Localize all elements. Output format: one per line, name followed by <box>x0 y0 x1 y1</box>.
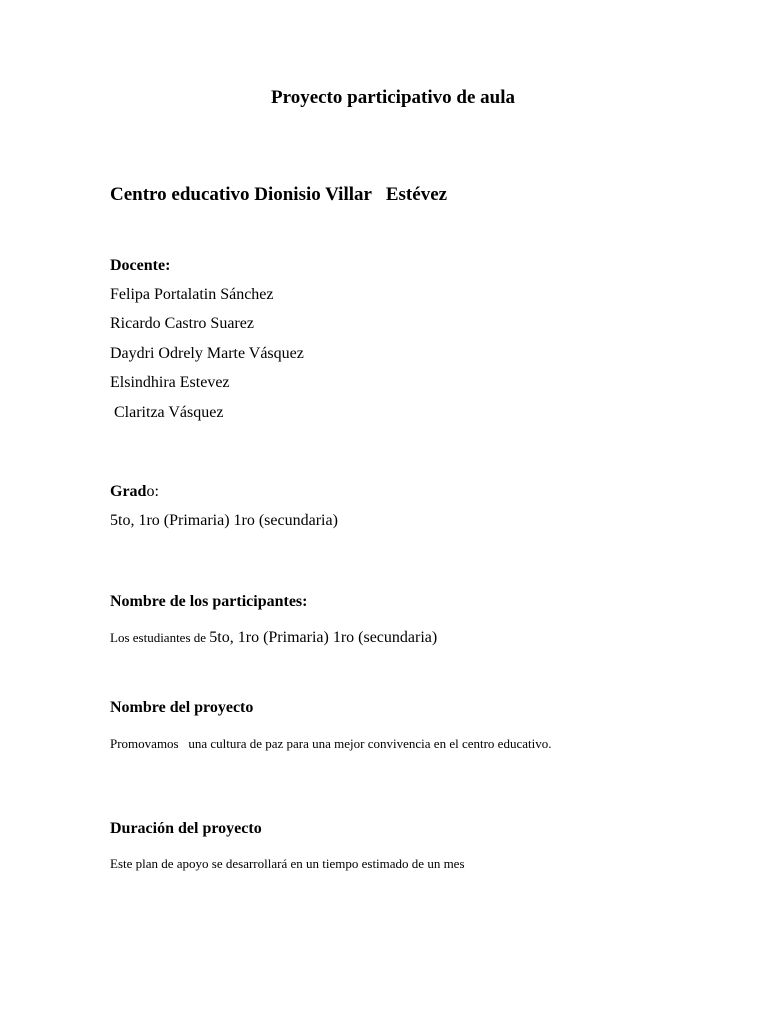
project-name-value: Promovamos una cultura de paz para una mejor convivencia en el centro educativo. <box>110 736 552 751</box>
grade-heading-rest: o: <box>146 483 159 500</box>
teacher-name: Claritza Vásquez <box>110 404 224 421</box>
grade-heading-bold: Grad <box>110 483 147 500</box>
project-name-heading: Nombre del proyecto <box>110 699 254 716</box>
participants-heading: Nombre de los participantes: <box>110 593 308 610</box>
document-title: Proyecto participativo de aula <box>271 87 515 108</box>
participants-prefix: Los estudiantes de <box>110 630 210 645</box>
teacher-name: Felipa Portalatin Sánchez <box>110 286 274 303</box>
participants-grades: 5to, 1ro (Primaria) 1ro (secundaria) <box>209 629 438 646</box>
teachers-heading: Docente: <box>110 257 171 274</box>
teacher-name: Ricardo Castro Suarez <box>110 315 254 332</box>
grade-heading <box>110 484 159 500</box>
duration-value: Este plan de apoyo se desarrollará en un tiempo estimado de un mes <box>110 856 465 871</box>
grade-value: 5to, 1ro (Primaria) 1ro (secundaria) <box>110 512 338 529</box>
participants-value <box>110 630 437 646</box>
school-name: Centro educativo Dionisio Villar Estévez <box>110 184 448 205</box>
teacher-name: Daydri Odrely Marte Vásquez <box>110 345 304 362</box>
duration-heading: Duración del proyecto <box>110 820 262 837</box>
teacher-name: Elsindhira Estevez <box>110 374 230 391</box>
